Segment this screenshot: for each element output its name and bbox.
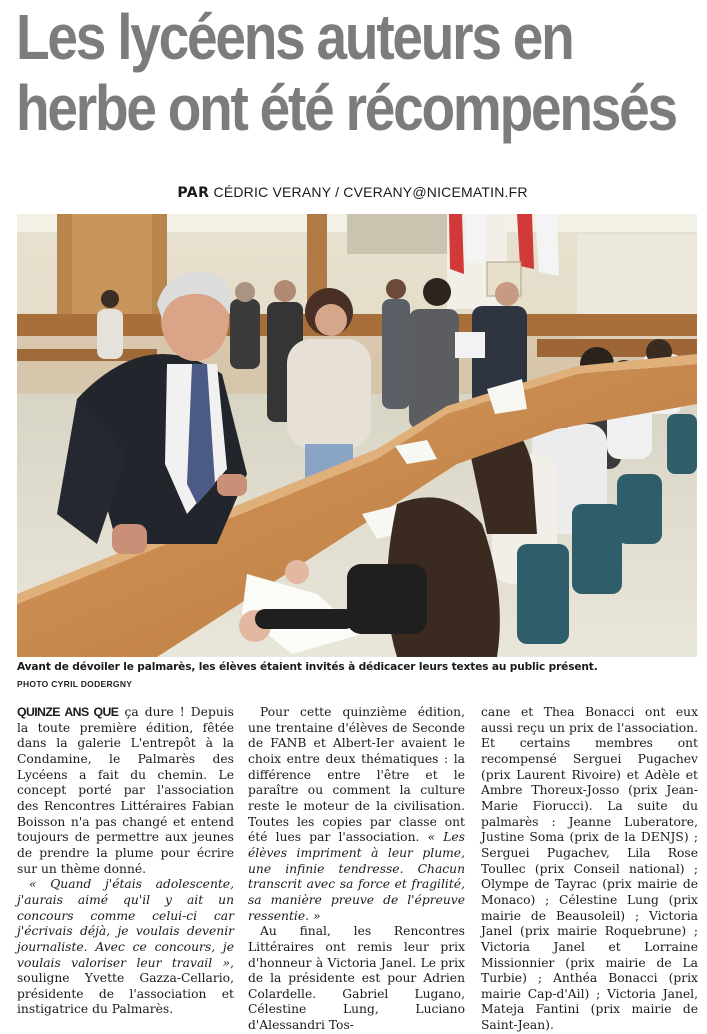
byline-author: CÉDRIC VERANY / CVERANY@NICEMATIN.FR	[213, 184, 528, 200]
byline-prefix: PAR	[177, 185, 210, 201]
quote-text: « Les élèves impriment à leur plume, une infinie tendresse. Chacun transcrit avec sa force et fragilité, sa manière preuve de l'épreuve ressentie. »	[248, 830, 465, 923]
paragraph-text: cane et Thea Bonacci ont eux aussi reçu un prix de l'association. Et certains membres ont recompensé Serguei Pugachev (prix Laurent Rivoire) et Adèle et Ambre Thoreux-Josso (prix Jean-Marie Fiorucci). La suite du palmarès : Jeanne Luberatore, Justine Soma (prix de la DENJS) ; Serguei Pugachev, Lila Rose Toullec (prix Conseil national) ; Olympe de Tayrac (prix mairie de Monaco) ; Célestine Lung (prix mairie de Beausoleil) ; Victoria Janel (prix mairie Roquebrune) ; Victoria Janel et Lorraine Missionnier (prix mairie de La Turbie) ; Anthéa Bonacci (prix mairie Cap-d'Ail) ; Victoria Janel, Mateja Fantini (prix mairie de Saint-Jean).	[481, 705, 698, 1033]
paragraph-text: Au final, les Rencontres Littéraires ont remis leur prix d'honneur à Victoria Janel. Le prix de la présidente est pour Adrien Colardelle. Gabriel Lugano, Célestine Lung, Luciano d'Alessandri Tos-	[248, 924, 465, 1033]
headline-line-2: herbe ont été récompensés	[16, 72, 676, 144]
photo-credit: PHOTO CYRIL DODERGNY	[17, 679, 133, 689]
photo-caption: Avant de dévoiler le palmarès, les élèves étaient invités à dédicacer leurs textes au public présent.	[17, 661, 598, 673]
paragraph	[17, 705, 234, 877]
quote-text: « Quand j'étais adolescente, j'aurais aimé qu'il y ait un concours comme celui-ci car j'écrivais déjà, je voulais devenir journaliste. Avec ce concours, je voulais valoriser leur travail »	[17, 877, 234, 970]
photo-illustration	[17, 214, 697, 657]
paragraph-text: Pour cette quinzième édition, une trentaine d'élèves de Seconde de FANB et Albert-Ier avaient le choix entre deux thématiques : la différence entre l'être et le paraître ou comment la culture reste le moteur de la civilisation. Toutes les copies par classe ont été lues par l'association.	[248, 705, 465, 845]
article-column-3	[481, 705, 698, 1034]
paragraph	[248, 705, 465, 924]
article-photo	[17, 214, 697, 657]
paragraph	[481, 705, 698, 1034]
paragraph-text: ça dure ! Depuis la toute première édition, fêtée dans la galerie L'entrepôt à la Condamine, le Palmarès des Lycéens a fait du chemin. Le concept porté par l'association des Rencontres Littéraires Fabian Boisson n'a pas changé et entend toujours de permettre aux jeunes de prendre la plume pour écrire sur un thème donné.	[17, 705, 234, 876]
paragraph	[17, 877, 234, 1018]
headline	[16, 1, 676, 144]
article-column-2	[248, 705, 465, 1034]
headline-line-1: Les lycéens auteurs en	[16, 1, 573, 73]
paragraph	[248, 924, 465, 1034]
byline	[0, 184, 705, 201]
article-column-1	[17, 705, 234, 1018]
lead-in: QUINZE ANS QUE	[17, 705, 119, 719]
paragraph-text: , souligne Yvette Gazza-Cellario, présidente de l'association et instigatrice du Palmarès.	[17, 955, 234, 1017]
